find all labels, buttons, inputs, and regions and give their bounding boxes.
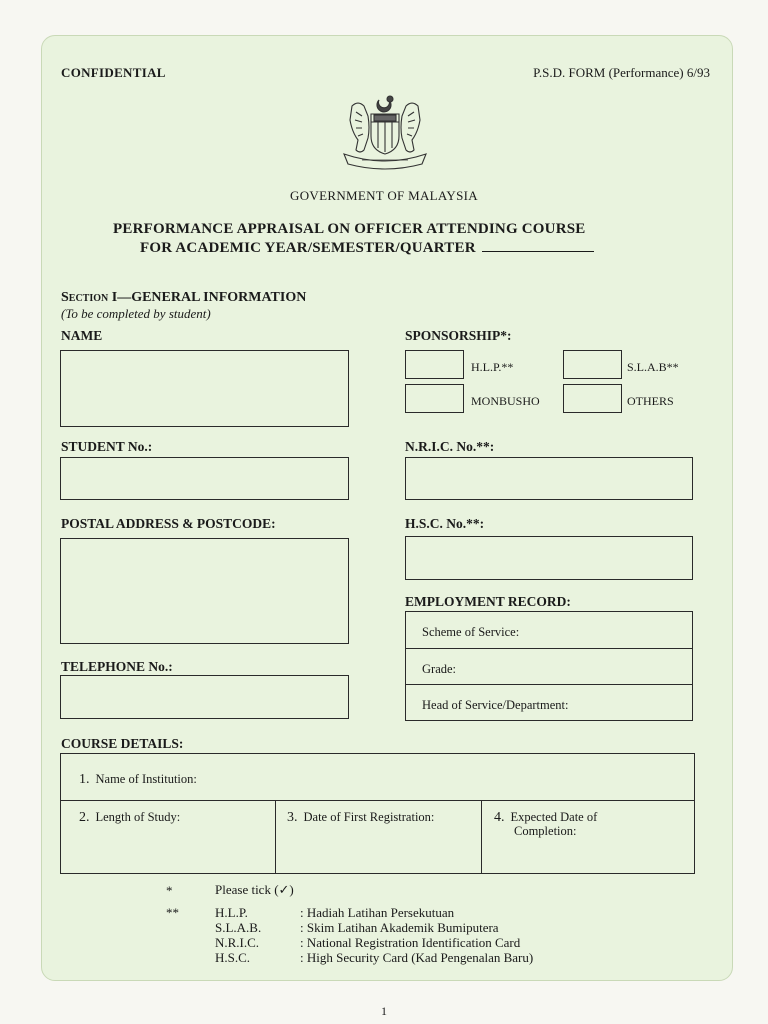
hlp-checkbox[interactable] [405,350,464,379]
head-of-service-field[interactable] [406,685,692,722]
institution-label: Name of Institution: [95,772,197,786]
institution-field[interactable] [61,754,694,801]
grade-field[interactable] [406,649,692,686]
form-number: P.S.D. FORM (Performance) 6/93 [533,65,710,80]
expected-completion-num: 4. [494,810,505,825]
postal-address-label: POSTAL ADDRESS & POSTCODE: [61,516,276,531]
government-label: GOVERNMENT OF MALAYSIA [290,188,478,203]
nric-no-label: N.R.I.C. No.**: [405,439,495,454]
expected-completion-label-1: Expected Date of [510,810,598,824]
name-label: NAME [61,328,103,343]
sponsorship-label: SPONSORSHIP*: [405,328,512,343]
monbusho-checkbox[interactable] [405,384,464,413]
abbr-nric: N.R.I.C. [215,935,260,950]
confidential-label: CONFIDENTIAL [61,65,166,80]
first-registration-field[interactable] [276,801,482,874]
nric-no-field[interactable] [405,457,693,500]
abbr-hsc-meaning: : High Security Card (Kad Pengenalan Baru) [300,950,534,965]
others-label: OTHERS [627,394,674,408]
hlp-label: H.L.P.** [471,360,514,374]
academic-year-blank[interactable] [482,239,594,252]
coat-of-arms-icon [338,92,432,170]
form-title-line2 [140,239,594,257]
course-details-heading: COURSE DETAILS: [61,736,184,751]
slab-checkbox[interactable] [563,350,622,379]
length-of-study-field[interactable] [61,801,276,874]
abbr-nric-meaning: : National Registration Identification Card [300,935,521,950]
length-of-study-num: 2. [79,810,90,825]
section-heading-rest: —GENERAL INFORMATION [117,290,307,305]
head-of-service-label: Head of Service/Department: [422,698,569,712]
employment-record-label: EMPLOYMENT RECORD: [405,594,571,609]
first-registration-num: 3. [287,810,298,825]
please-tick-note: Please tick (✓) [215,882,294,897]
abbr-hlp-meaning: : Hadiah Latihan Persekutuan [300,905,455,920]
note-star-2: ** [166,905,179,920]
form-title-line1: PERFORMANCE APPRAISAL ON OFFICER ATTENDING COURSE [113,221,586,237]
postal-address-field[interactable] [60,538,349,644]
employment-record-table [405,611,693,721]
section-heading [61,290,306,306]
hsc-no-label: H.S.C. No.**: [405,516,485,531]
abbr-slab-meaning: : Skim Latihan Akademik Bumiputera [300,920,499,935]
slab-label: S.L.A.B** [627,360,679,374]
course-details-table [60,753,695,874]
expected-completion-field[interactable] [482,801,695,874]
name-field[interactable] [60,350,349,427]
student-no-field[interactable] [60,457,349,500]
scheme-of-service-field[interactable] [406,612,692,649]
telephone-no-field[interactable] [60,675,349,719]
length-of-study-item [79,808,180,826]
hsc-no-field[interactable] [405,536,693,580]
page-number: 1 [381,1004,387,1018]
monbusho-label: MONBUSHO [471,394,540,408]
expected-completion-label-2: Completion: [514,824,577,838]
note-star-1: * [166,883,173,898]
abbr-hlp: H.L.P. [215,905,248,920]
first-registration-item [287,808,434,826]
first-registration-label: Date of First Registration: [303,810,435,824]
others-checkbox[interactable] [563,384,622,413]
scheme-of-service-label: Scheme of Service: [422,625,520,639]
section-subheading: (To be completed by student) [61,306,211,321]
institution-item [79,770,197,788]
telephone-no-label: TELEPHONE No.: [61,659,173,674]
institution-num: 1. [79,772,90,787]
length-of-study-label: Length of Study: [95,810,181,824]
grade-label: Grade: [422,661,457,676]
abbr-hsc: H.S.C. [215,950,251,965]
abbr-slab: S.L.A.B. [215,920,262,935]
form-title-line2-text: FOR ACADEMIC YEAR/SEMESTER/QUARTER [140,240,476,256]
student-no-label: STUDENT No.: [61,439,153,454]
section-heading-prefix: Section I [61,290,118,305]
